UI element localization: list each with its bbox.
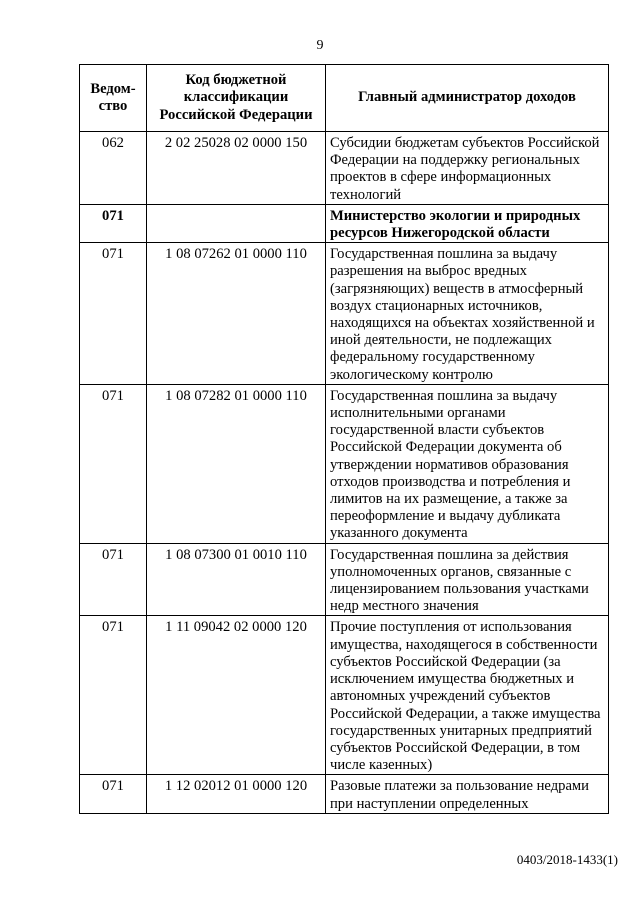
revenue-description: Разовые платежи за пользование недрами при наступлении определенных: [326, 775, 609, 813]
revenue-description: Прочие поступления от использования имущества, находящегося в собственности субъектов Российской Федерации (за исключением имущества бюджетных и автономных учреждений субъектов Российской Федерации, а также имущества государственных унитарных предприятий субъектов Российской Федерации, в том числе казенных): [326, 616, 609, 775]
page-number: 9: [316, 38, 324, 53]
header-department: Ведом-ство: [80, 65, 147, 132]
budget-classification-code: 1 11 09042 02 0000 120: [147, 616, 326, 775]
department-code: 062: [80, 132, 147, 205]
table-row: [80, 132, 609, 205]
table-header-row: [80, 65, 609, 132]
document-reference-number: 0403/2018-1433(1): [516, 852, 618, 867]
table-row-section: [80, 204, 609, 242]
header-revenue-administrator: Главный администратор доходов: [326, 65, 609, 132]
table-row: [80, 384, 609, 543]
table-row: [80, 543, 609, 616]
revenue-description: Государственная пошлина за выдачу исполнительными органами государственной власти субъектов Российской Федерации документа об утверждении нормативов образования отходов производства и потребления и лимитов на их размещение, а также за переоформление и выдачу дубликата указанного документа: [326, 384, 609, 543]
revenue-description: Государственная пошлина за выдачу разрешения на выброс вредных (загрязняющих) веществ в атмосферный воздух стационарных источников, находящихся на объектах хозяйственной и иной деятельности, не подлежащих федеральному государственному экологическому контролю: [326, 243, 609, 385]
table-row: [80, 775, 609, 813]
revenue-administrators-table: [79, 64, 609, 814]
department-code: 071: [80, 543, 147, 616]
budget-classification-code: 2 02 25028 02 0000 150: [147, 132, 326, 205]
administrator-name: Министерство экологии и природных ресурсов Нижегородской области: [326, 204, 609, 242]
header-budget-code: Код бюджетной классификации Российской Федерации: [147, 65, 326, 132]
budget-classification-code: [147, 204, 326, 242]
department-code: 071: [80, 243, 147, 385]
revenue-description: Государственная пошлина за действия уполномоченных органов, связанные с лицензированием пользования участками недр местного значения: [326, 543, 609, 616]
department-code: 071: [80, 775, 147, 813]
department-code: 071: [80, 384, 147, 543]
department-code: 071: [80, 204, 147, 242]
revenue-description: Субсидии бюджетам субъектов Российской Федерации на поддержку региональных проектов в сфере информационных технологий: [326, 132, 609, 205]
budget-classification-code: 1 12 02012 01 0000 120: [147, 775, 326, 813]
department-code: 071: [80, 616, 147, 775]
table-row: [80, 243, 609, 385]
budget-classification-code: 1 08 07262 01 0000 110: [147, 243, 326, 385]
budget-classification-code: 1 08 07300 01 0010 110: [147, 543, 326, 616]
budget-classification-code: 1 08 07282 01 0000 110: [147, 384, 326, 543]
table-row: [80, 616, 609, 775]
